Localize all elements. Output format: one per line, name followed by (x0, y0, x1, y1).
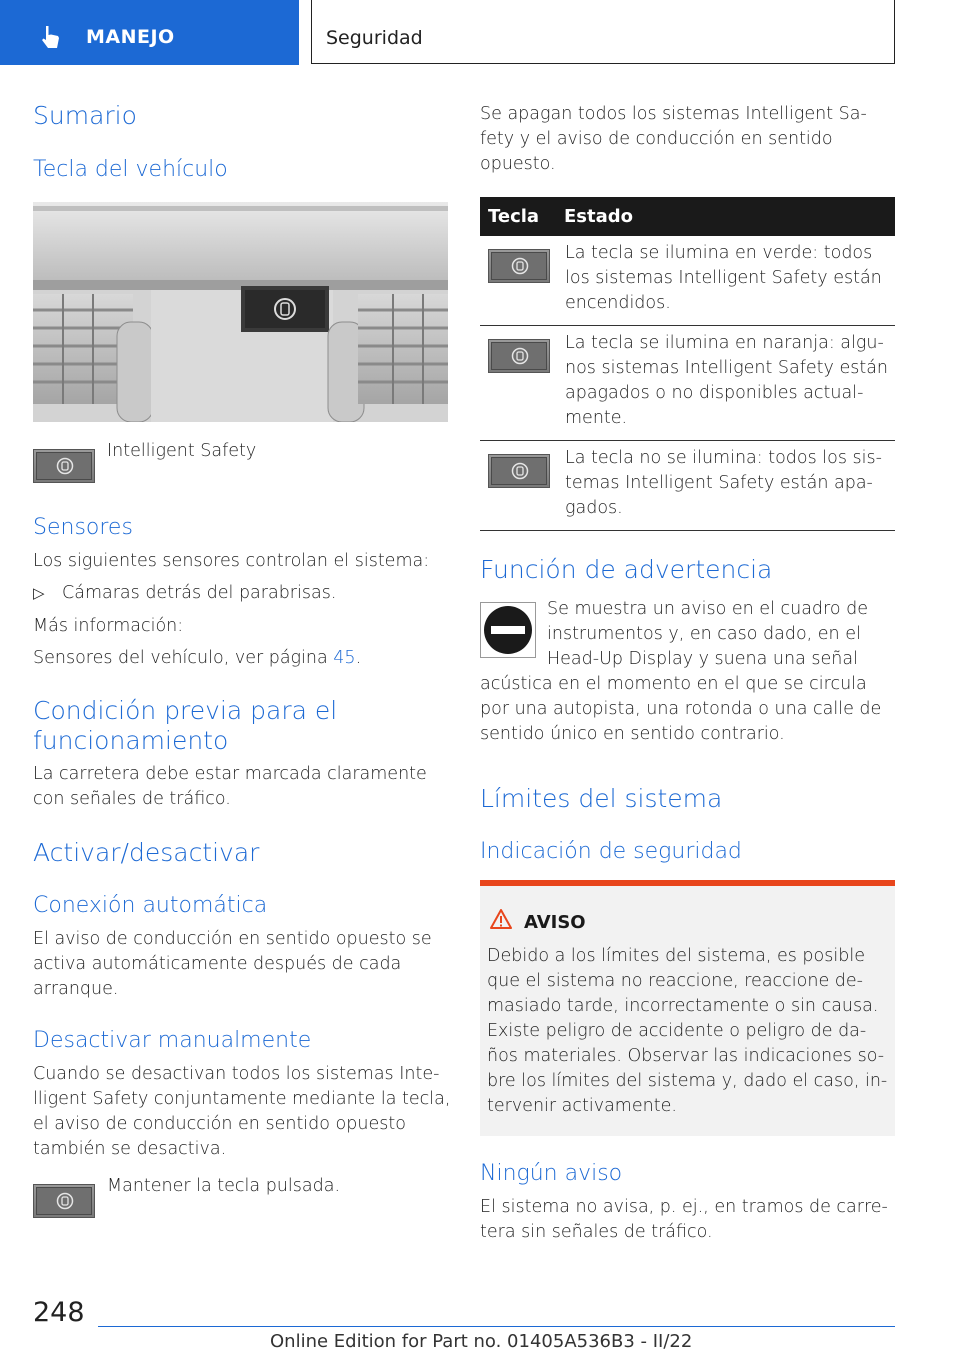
dashboard-vents-image (33, 202, 448, 422)
table-row (480, 441, 895, 531)
no-warning-text: El sistema no avisa, p. ej., en tramos de carre- tera sin señales de tráfico. (480, 1197, 888, 1242)
warning-function-text-b: acústica en el momento en el que se circula por una autopista, una rotonda o una calle de sentido único en sentido contrario. (480, 674, 882, 744)
limits-heading: Límites del sistema (480, 784, 723, 813)
warning-text: Debido a los límites del sistema, es posible que el sistema no reaccione, reaccione de- masiado tarde, incorrectamente o sin causa. Existe peligro de accidente o peligro de da- ños materiales. Observar las indicaciones so- bre los límites del sistema y, dado el caso, in- tervenir activamente. (487, 946, 888, 1116)
chapter-tab (311, 0, 895, 64)
chapter-label: Seguridad (326, 27, 423, 49)
section-tab (0, 0, 299, 65)
intelligent-safety-key-icon (33, 449, 95, 483)
state-text: La tecla se ilumina en naranja: algu- nos sistemas Intelligent Safety están apagados o no disponibles actual- mente. (565, 333, 889, 428)
safety-car-icon (511, 347, 529, 365)
activate-heading: Activar/desactivar (33, 838, 260, 867)
warning-function-heading: Función de advertencia (480, 555, 773, 584)
key-heading: Tecla del vehículo (33, 157, 228, 182)
no-entry-sign (480, 602, 536, 658)
table-header (480, 197, 895, 236)
safety-notice-heading: Indicación de seguridad (480, 839, 742, 864)
precondition-heading: Condición previa para el funcionamiento (33, 696, 338, 755)
key-green-icon (488, 249, 550, 283)
table-row (480, 236, 895, 326)
sensors-reference: Sensores del vehículo, ver página 45. (33, 648, 362, 668)
hold-key-icon (33, 1184, 95, 1218)
key-caption: Intelligent Safety (107, 441, 257, 461)
safety-car-icon (511, 257, 529, 275)
state-text: La tecla no se ilumina: todos los sis- temas Intelligent Safety están apa- gados. (565, 448, 882, 518)
bullet-marker: ▷ (33, 584, 45, 602)
state-text: La tecla se ilumina en verde: todos los sistemas Intelligent Safety están encendidos. (565, 243, 882, 313)
auto-connection-heading: Conexión automática (33, 893, 268, 918)
no-warning-heading: Ningún aviso (480, 1161, 623, 1186)
page-title: Sumario (33, 101, 137, 130)
hand-pointer-icon (38, 24, 64, 50)
auto-connection-text: El aviso de conducción en sentido opuesto se activa automáticamente después de cada arranque. (33, 929, 432, 999)
page-link[interactable]: 45 (333, 648, 356, 668)
footer-edition: Online Edition for Part no. 01405A536B3 - II/22 (270, 1331, 693, 1352)
hold-key-text: Mantener la tecla pulsada. (107, 1176, 341, 1196)
warning-triangle-icon (489, 908, 513, 930)
no-entry-icon (481, 603, 535, 657)
sensors-bullet: Cámaras detrás del parabrisas. (62, 583, 337, 603)
warning-label: AVISO (524, 912, 586, 933)
col-state-header: Estado (564, 206, 634, 227)
col-key-header: Tecla (488, 206, 540, 227)
manual-deactivate-heading: Desactivar manualmente (33, 1028, 312, 1053)
safety-car-icon (56, 457, 74, 475)
safety-car-icon (56, 1192, 74, 1210)
key-orange-icon (488, 339, 550, 373)
sensors-heading: Sensores (33, 515, 133, 540)
dashboard-illustration (33, 202, 448, 422)
table-row (480, 326, 895, 441)
page-number: 248 (33, 1297, 85, 1328)
precondition-text: La carretera debe estar marcada claramente con señales de tráfico. (33, 764, 427, 809)
warning-function-text-a: Se muestra un aviso en el cuadro de instrumentos y, en caso dado, en el Head-Up Display y suena una señal (547, 599, 868, 669)
warning-box (480, 880, 895, 1136)
safety-car-icon (511, 462, 529, 480)
section-label: MANEJO (86, 26, 175, 48)
key-state-table (480, 197, 895, 531)
sensors-text: Los siguientes sensores controlan el sistema: (33, 551, 430, 571)
more-info-label: Más información: (33, 616, 184, 636)
footer-divider (98, 1326, 895, 1327)
intro-text: Se apagan todos los sistemas Intelligent Sa- fety y el aviso de conducción en sentido opuesto. (480, 104, 867, 174)
key-off-icon (488, 454, 550, 488)
manual-deactivate-text: Cuando se desactivan todos los sistemas Inte- lligent Safety conjuntamente mediante la tecla, el aviso de conducción en sentido opuesto también se desactiva. (33, 1064, 451, 1159)
